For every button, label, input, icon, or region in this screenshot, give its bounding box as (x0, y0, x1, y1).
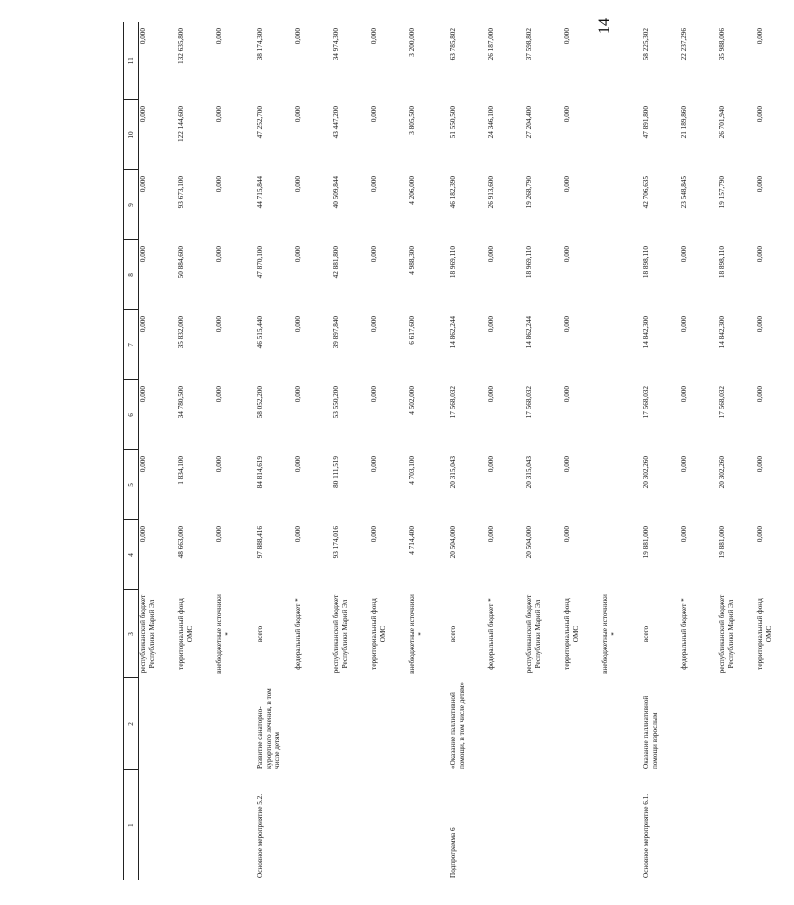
column-header-7: 7 (124, 310, 139, 380)
value-cell: 46 515,440 (256, 316, 264, 349)
value-cell: 0,000 (756, 28, 764, 45)
value-cell: 0,000 (294, 316, 302, 333)
program-name-cell (370, 770, 408, 880)
table-row (639, 22, 680, 880)
value-cell (601, 450, 639, 520)
value-cell: 42 706,635 (642, 176, 650, 209)
value-cell: 17 568,032 (642, 386, 650, 419)
value-cell: 6 617,600 (408, 316, 416, 345)
column-header-2: 2 (124, 678, 139, 770)
value-cell: 0,000 (139, 316, 147, 333)
value-cell: 0,000 (563, 28, 571, 45)
value-cell: 132 635,800 (177, 28, 185, 64)
program-name-cell (487, 770, 525, 880)
value-cell: 14 842,300 (718, 316, 726, 349)
funding-source-cell: республиканский бюджет Республики Марий Эл (525, 594, 542, 674)
value-cell: 0,000 (139, 526, 147, 543)
column-header-4: 4 (124, 520, 139, 590)
value-cell: 37 598,802 (525, 28, 533, 61)
funding-source-cell: территориальный фонд ОМС (370, 598, 387, 670)
value-cell: 0,000 (139, 456, 147, 473)
value-cell: 47 891,800 (642, 106, 650, 139)
value-cell (601, 22, 639, 100)
column-header-1: 1 (124, 770, 139, 880)
value-cell: 18 969,110 (525, 246, 533, 279)
column-header-5: 5 (124, 450, 139, 520)
value-cell: 38 174,300 (256, 28, 264, 61)
value-cell: 20 302,260 (642, 456, 650, 489)
value-cell: 20 302,260 (718, 456, 726, 489)
value-cell: 3 805,500 (408, 106, 416, 135)
value-cell: 26 913,600 (487, 176, 495, 209)
program-name-cell (680, 770, 718, 880)
value-cell: 0,000 (215, 316, 223, 333)
value-cell: 14 862,244 (449, 316, 457, 349)
funding-source-cell: внебюджетные источники * (215, 594, 232, 674)
table-row (718, 22, 756, 880)
value-cell: 0,000 (756, 526, 764, 543)
program-name-cell (294, 770, 332, 880)
value-cell: 0,000 (487, 386, 495, 403)
value-cell: 93 174,016 (332, 526, 340, 559)
value-cell: 0,000 (756, 456, 764, 473)
program-name-cell: Основное мероприятие 5.2. (256, 793, 264, 878)
value-cell: 0,000 (563, 106, 571, 123)
value-cell: 34 780,500 (177, 386, 185, 419)
value-cell: 0,000 (680, 386, 688, 403)
value-cell: 18 969,110 (449, 246, 457, 279)
value-cell: 3 200,000 (408, 28, 416, 57)
value-cell: 46 182,390 (449, 176, 457, 209)
value-cell: 4 988,300 (408, 246, 416, 275)
value-cell: 0,000 (370, 386, 378, 403)
program-title-cell (525, 678, 563, 770)
value-cell: 0,000 (294, 386, 302, 403)
value-cell: 0,000 (215, 526, 223, 543)
value-cell: 40 509,844 (332, 176, 340, 209)
table-body (139, 22, 794, 880)
value-cell: 0,000 (294, 456, 302, 473)
program-name-cell (215, 770, 253, 880)
table-row (253, 22, 294, 880)
value-cell: 0,000 (487, 526, 495, 543)
value-cell: 0,000 (139, 176, 147, 193)
value-cell: 0,000 (370, 28, 378, 45)
table-row (177, 22, 215, 880)
value-cell: 20 504,000 (449, 526, 457, 559)
value-cell: 0,000 (370, 176, 378, 193)
value-cell: 23 548,845 (680, 176, 688, 209)
table-row (487, 22, 525, 880)
value-cell: 0,000 (215, 176, 223, 193)
value-cell: 18 898,110 (642, 246, 650, 279)
value-cell: 0,000 (139, 106, 147, 123)
program-name-cell (718, 770, 756, 880)
value-cell: 0,000 (563, 456, 571, 473)
column-header-11: 11 (124, 22, 139, 100)
program-name-cell (408, 770, 446, 880)
value-cell: 0,000 (756, 106, 764, 123)
value-cell: 0,000 (563, 316, 571, 333)
value-cell: 35 832,000 (177, 316, 185, 349)
value-cell: 0,000 (370, 316, 378, 333)
value-cell: 0,000 (563, 246, 571, 263)
table-row (680, 22, 718, 880)
program-title-cell (563, 678, 601, 770)
value-cell: 0,000 (294, 28, 302, 45)
value-cell (601, 310, 639, 380)
value-cell: 4 206,000 (408, 176, 416, 205)
value-cell: 17 568,032 (449, 386, 457, 419)
value-cell: 0,000 (370, 106, 378, 123)
value-cell: 58 225,302 (642, 28, 650, 61)
value-cell (601, 520, 639, 590)
value-cell: 47 870,100 (256, 246, 264, 279)
value-cell (601, 100, 639, 170)
table-row (139, 22, 178, 880)
program-name-cell (563, 770, 601, 880)
table-row (408, 22, 446, 880)
table-row (756, 22, 794, 880)
funding-source-cell: территориальный фонд ОМС (177, 598, 194, 670)
value-cell: 1 834,100 (177, 456, 185, 485)
program-name-cell: Подпрограмма 6 (449, 827, 457, 878)
value-cell: 0,000 (680, 456, 688, 473)
value-cell: 53 550,200 (332, 386, 340, 419)
value-cell: 58 052,200 (256, 386, 264, 419)
value-cell: 84 814,619 (256, 456, 264, 489)
value-cell: 0,000 (680, 246, 688, 263)
program-title-cell (680, 678, 718, 770)
value-cell: 19 881,000 (718, 526, 726, 559)
program-name-cell (525, 770, 563, 880)
column-header-10: 10 (124, 100, 139, 170)
value-cell: 80 111,519 (332, 456, 340, 488)
value-cell: 0,000 (756, 176, 764, 193)
table-row (525, 22, 563, 880)
value-cell: 0,000 (139, 386, 147, 403)
value-cell: 50 884,600 (177, 246, 185, 279)
value-cell: 51 550,500 (449, 106, 457, 139)
program-title-cell (294, 678, 332, 770)
column-header-6: 6 (124, 380, 139, 450)
value-cell: 122 144,600 (177, 106, 185, 142)
value-cell: 0,000 (294, 246, 302, 263)
program-name-cell (332, 770, 370, 880)
value-cell: 0,000 (487, 316, 495, 333)
program-title-cell (487, 678, 525, 770)
value-cell: 4 714,400 (408, 526, 416, 555)
program-name-cell (601, 770, 639, 880)
value-cell: 26 701,940 (718, 106, 726, 139)
value-cell: 4 703,100 (408, 456, 416, 485)
value-cell: 0,000 (680, 316, 688, 333)
table-row (370, 22, 408, 880)
value-cell: 43 447,200 (332, 106, 340, 139)
program-title-cell (332, 678, 370, 770)
value-cell: 48 663,000 (177, 526, 185, 559)
value-cell: 17 568,032 (718, 386, 726, 419)
program-title-cell (408, 678, 446, 770)
column-header-9: 9 (124, 170, 139, 240)
value-cell: 18 898,110 (718, 246, 726, 279)
value-cell: 42 881,800 (332, 246, 340, 279)
value-cell: 26 187,000 (487, 28, 495, 61)
value-cell: 0,000 (680, 526, 688, 543)
program-title-cell (756, 678, 794, 770)
page-number: 14 (596, 18, 613, 34)
funding-source-cell: федеральный бюджет * (487, 598, 495, 670)
program-title-cell: Развитие санаторно-курортного лечения, в том числе детям (256, 688, 282, 769)
value-cell: 0,000 (294, 526, 302, 543)
funding-source-cell: внебюджетные источники * (601, 594, 618, 674)
value-cell: 24 346,100 (487, 106, 495, 139)
value-cell: 0,000 (563, 176, 571, 193)
value-cell: 4 502,000 (408, 386, 416, 415)
value-cell: 0,000 (139, 28, 147, 45)
value-cell: 0,000 (756, 316, 764, 333)
program-title-cell (718, 678, 756, 770)
program-title-cell (370, 678, 408, 770)
table-row (563, 22, 601, 880)
program-title-cell (215, 678, 253, 770)
value-cell: 20 315,043 (525, 456, 533, 489)
table-row (294, 22, 332, 880)
value-cell (601, 380, 639, 450)
program-name-cell (756, 770, 794, 880)
value-cell: 0,000 (294, 106, 302, 123)
value-cell: 0,000 (294, 176, 302, 193)
value-cell: 97 888,416 (256, 526, 264, 559)
value-cell: 21 189,860 (680, 106, 688, 139)
funding-source-cell: всего (256, 625, 264, 643)
program-name-cell (177, 770, 215, 880)
value-cell: 27 204,400 (525, 106, 533, 139)
table-row (215, 22, 253, 880)
program-title-cell (139, 678, 178, 770)
value-cell: 0,000 (139, 246, 147, 263)
value-cell: 0,000 (215, 246, 223, 263)
funding-source-cell: территориальный фонд ОМС (756, 598, 773, 670)
value-cell: 0,000 (215, 106, 223, 123)
table-row (332, 22, 370, 880)
value-cell: 20 315,043 (449, 456, 457, 489)
value-cell (601, 170, 639, 240)
value-cell: 0,000 (756, 386, 764, 403)
funding-source-cell: республиканский бюджет Республики Марий Эл (718, 594, 735, 674)
value-cell: 0,000 (756, 246, 764, 263)
funding-source-cell: федеральный бюджет * (680, 598, 688, 670)
program-title-cell: Оказание паллиативной помощи взрослым (642, 695, 659, 769)
program-title-cell (601, 678, 639, 770)
value-cell: 20 504,000 (525, 526, 533, 559)
header-row (124, 22, 139, 880)
table-row (446, 22, 487, 880)
column-header-8: 8 (124, 240, 139, 310)
value-cell: 0,000 (487, 456, 495, 473)
value-cell: 22 237,296 (680, 28, 688, 61)
value-cell: 35 988,006 (718, 28, 726, 61)
value-cell: 34 974,300 (332, 28, 340, 61)
program-name-cell: Основное мероприятие 6.1. (642, 793, 650, 878)
value-cell (601, 240, 639, 310)
value-cell: 19 881,000 (642, 526, 650, 559)
value-cell: 0,000 (370, 526, 378, 543)
value-cell: 93 673,100 (177, 176, 185, 209)
value-cell: 47 252,700 (256, 106, 264, 139)
column-header-3: 3 (124, 590, 139, 678)
funding-source-cell: всего (449, 625, 457, 643)
value-cell: 0,000 (215, 386, 223, 403)
value-cell: 14 842,300 (642, 316, 650, 349)
funding-source-cell: республиканский бюджет Республики Марий Эл (332, 594, 349, 674)
value-cell: 0,000 (215, 28, 223, 45)
funding-source-cell: всего (642, 625, 650, 643)
value-cell: 63 785,802 (449, 28, 457, 61)
value-cell: 0,000 (215, 456, 223, 473)
value-cell: 0,000 (563, 386, 571, 403)
funding-source-cell: территориальный фонд ОМС (563, 598, 580, 670)
program-title-cell (177, 678, 215, 770)
funding-source-cell: внебюджетные источники * (408, 594, 425, 674)
value-cell: 0,000 (563, 526, 571, 543)
value-cell: 17 568,032 (525, 386, 533, 419)
program-title-cell: «Оказание паллиативной помощи, в том числе детям» (449, 681, 466, 769)
value-cell: 44 715,844 (256, 176, 264, 209)
value-cell: 19 268,790 (525, 176, 533, 209)
rotated-table-container (123, 28, 773, 880)
value-cell: 0,000 (370, 246, 378, 263)
value-cell: 19 157,790 (718, 176, 726, 209)
value-cell: 0,000 (370, 456, 378, 473)
budget-table (123, 22, 794, 880)
table-row (601, 22, 639, 880)
value-cell: 39 897,840 (332, 316, 340, 349)
value-cell: 0,000 (487, 246, 495, 263)
program-name-cell (139, 770, 178, 880)
funding-source-cell: республиканский бюджет Республики Марий Эл (139, 594, 156, 674)
funding-source-cell: федеральный бюджет * (294, 598, 302, 670)
value-cell: 14 862,244 (525, 316, 533, 349)
